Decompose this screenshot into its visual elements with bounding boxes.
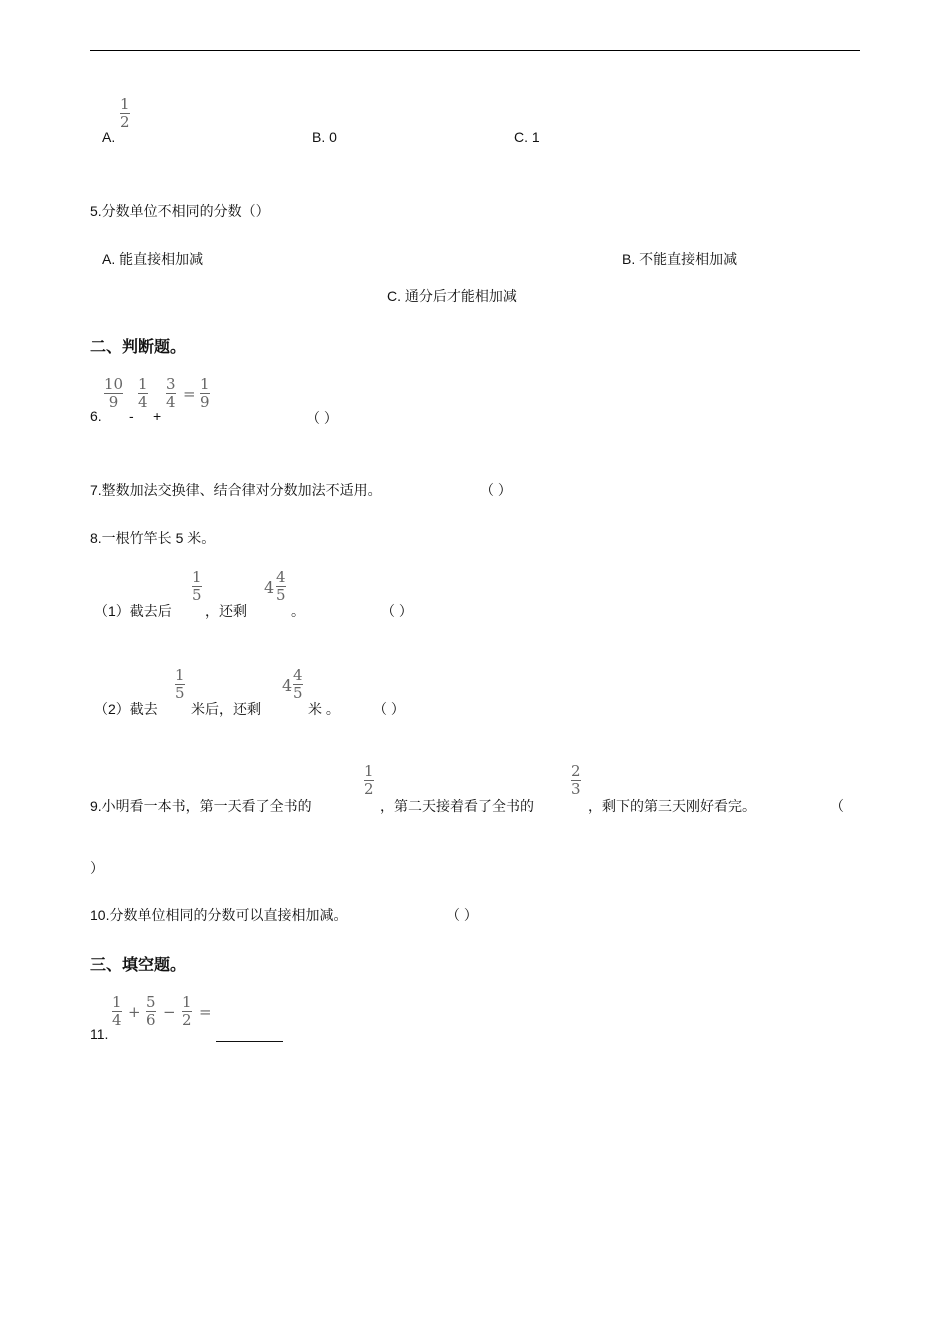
q8-part1-text-c: 。: [291, 603, 305, 619]
denominator: 5: [192, 586, 202, 604]
q6-minus: -: [129, 408, 134, 424]
section-title-judgement: 二、判断题。: [90, 339, 187, 356]
denominator: 3: [571, 780, 581, 798]
q8-part1-text-a: （1）截去后: [94, 603, 172, 619]
q11-plus: +: [128, 1003, 141, 1021]
denominator: 4: [112, 1011, 122, 1029]
q6-fraction-2: [138, 377, 148, 409]
numerator: 1: [120, 95, 130, 113]
q6-fraction-4: [200, 377, 210, 409]
denominator: 6: [146, 1011, 156, 1029]
q9-text-c: ，剩下的第三天刚好看完。: [588, 798, 756, 814]
numerator: 1: [192, 568, 202, 586]
numerator: 10: [104, 375, 124, 393]
q9-text-a: 9.小明看一本书，第一天看了全书的: [90, 798, 312, 814]
q9-fraction-2: [571, 764, 581, 796]
denominator: 2: [182, 1011, 192, 1029]
q5-option-c: C. 通分后才能相加减: [387, 288, 517, 304]
q9-text-b: ，第二天接着看了全书的: [380, 798, 534, 814]
q5-option-b: B. 不能直接相加减: [622, 251, 738, 267]
q8-stem: 8.一根竹竿长 5 米。: [90, 530, 216, 546]
q7-answer-paren[interactable]: （ ）: [480, 482, 512, 498]
numerator: 1: [175, 666, 185, 684]
q10-answer-paren[interactable]: （ ）: [446, 907, 478, 923]
q11-label: 11.: [90, 1026, 109, 1042]
q6-answer-paren[interactable]: （ ）: [306, 410, 338, 426]
q11-answer-blank[interactable]: [216, 1041, 283, 1042]
q6-fraction-1: [104, 377, 123, 409]
q7-text: 7.整数加法交换律、结合律对分数加法不适用。: [90, 482, 382, 498]
numerator: 1: [182, 993, 192, 1011]
q6-fraction-3: [166, 377, 176, 409]
q5-stem: 5.分数单位不相同的分数（）: [90, 203, 270, 219]
q8-part2-text-c: 米 。: [308, 701, 340, 717]
q8-part1-mixed-fraction: [276, 570, 286, 602]
numerator: 5: [146, 993, 156, 1011]
q11-fraction-2: [146, 995, 156, 1027]
section-title-fill-in: 三、填空题。: [90, 957, 187, 974]
q8-part1-fraction: [192, 570, 202, 602]
q8-part1-mixed-whole: 4: [264, 578, 275, 597]
q4-option-b: B. 0: [312, 129, 337, 145]
numerator: 2: [571, 762, 581, 780]
q6-label: 6.: [90, 408, 102, 424]
numerator: 4: [276, 568, 286, 586]
denominator: 4: [166, 393, 176, 411]
q8-part2-mixed-fraction: [293, 668, 303, 700]
q9-fraction-1: [364, 764, 374, 796]
denominator: 5: [293, 684, 303, 702]
denominator: 5: [276, 586, 286, 604]
q8-part2-text-a: （2）截去: [94, 701, 158, 717]
q4-option-c: C. 1: [514, 129, 540, 145]
q8-part1-text-b: ，还剩: [205, 603, 247, 619]
q8-part2-fraction: [175, 668, 185, 700]
q5-option-a: A. 能直接相加减: [102, 251, 204, 267]
q9-paren-close[interactable]: ）: [90, 860, 104, 876]
q11-fraction-1: [112, 995, 122, 1027]
q4-option-a-label: A.: [102, 129, 116, 145]
q8-part1-answer-paren[interactable]: （ ）: [381, 603, 413, 619]
denominator: 2: [120, 113, 130, 131]
q10-text: 10.分数单位相同的分数可以直接相加减。: [90, 907, 348, 923]
q6-plus: +: [153, 408, 162, 424]
numerator: 4: [293, 666, 303, 684]
q6-equals: =: [183, 385, 196, 403]
denominator: 2: [364, 780, 374, 798]
q8-part2-mixed-whole: 4: [282, 676, 293, 695]
numerator: 1: [200, 375, 210, 393]
q8-part2-text-b: 米后，还剩: [191, 701, 261, 717]
denominator: 9: [108, 393, 119, 411]
q4-option-a-fraction: [120, 97, 130, 129]
q9-paren-open[interactable]: （: [830, 798, 844, 814]
header-rule: [90, 50, 860, 51]
q11-minus: −: [163, 1003, 176, 1021]
numerator: 1: [112, 993, 122, 1011]
q8-part2-answer-paren[interactable]: （ ）: [373, 701, 405, 717]
numerator: 1: [364, 762, 374, 780]
q11-fraction-3: [182, 995, 192, 1027]
denominator: 5: [175, 684, 185, 702]
numerator: 3: [166, 375, 176, 393]
q11-equals: =: [199, 1003, 212, 1021]
denominator: 9: [200, 393, 210, 411]
numerator: 1: [138, 375, 148, 393]
denominator: 4: [138, 393, 148, 411]
